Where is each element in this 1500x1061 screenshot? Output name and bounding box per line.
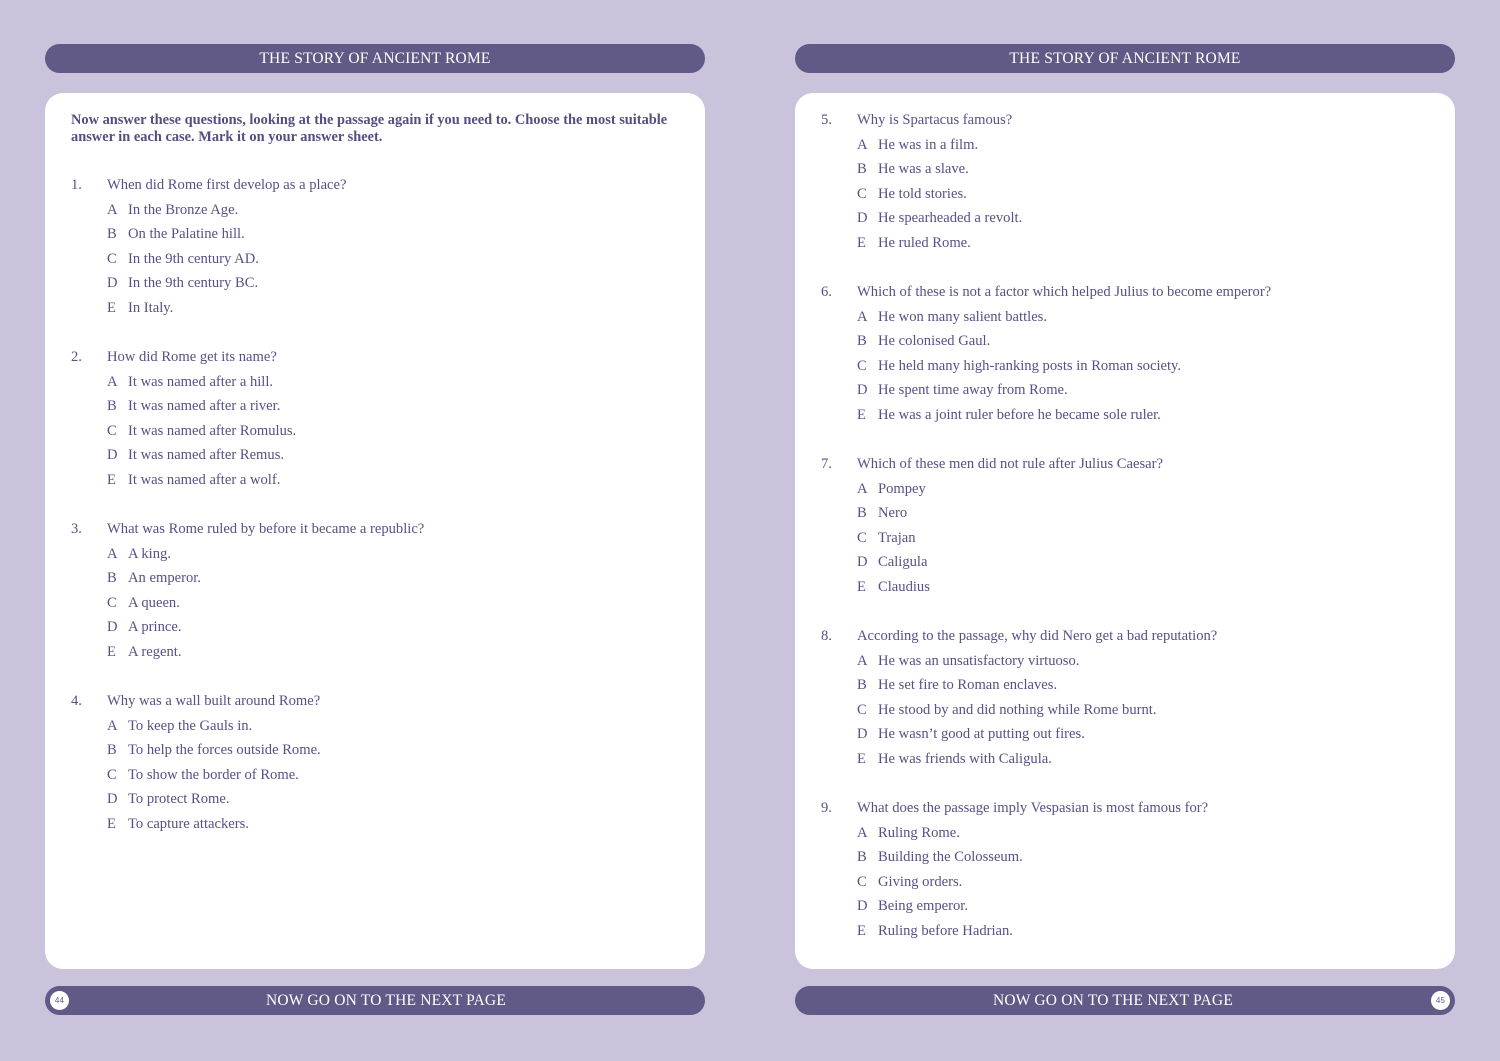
option-letter: D <box>857 210 868 227</box>
option-text: He won many salient battles. <box>878 308 1048 325</box>
option-text: Caligula <box>878 554 928 571</box>
answer-option <box>821 550 1441 575</box>
option-text: A prince. <box>128 619 182 636</box>
question-row <box>821 796 1441 821</box>
question-8 <box>821 624 1441 772</box>
option-letter: B <box>857 505 867 522</box>
answer-option <box>821 722 1441 747</box>
answer-option <box>71 787 691 812</box>
answer-option <box>71 370 691 395</box>
question-1 <box>71 173 691 321</box>
answer-option <box>821 305 1441 330</box>
option-letter: D <box>857 898 868 915</box>
answer-option <box>71 443 691 468</box>
answer-option <box>821 403 1441 428</box>
answer-option <box>821 698 1441 723</box>
option-text: Nero <box>878 505 908 522</box>
option-letter: C <box>107 422 117 439</box>
answer-option <box>821 378 1441 403</box>
option-text: In the 9th century AD. <box>128 250 259 267</box>
answer-option <box>71 271 691 296</box>
option-letter: E <box>107 815 116 832</box>
answer-option <box>71 566 691 591</box>
left-page-header <box>45 44 705 73</box>
option-text: Ruling Rome. <box>878 824 960 841</box>
option-text: A queen. <box>128 594 180 611</box>
option-letter: E <box>857 922 866 939</box>
answer-option <box>821 870 1441 895</box>
option-letter: B <box>857 161 867 178</box>
option-text: He told stories. <box>878 185 967 202</box>
answer-option <box>821 133 1441 158</box>
question-text: Which of these men did not rule after Julius Caesar? <box>857 456 1163 472</box>
option-letter: C <box>857 701 867 718</box>
option-letter: D <box>857 382 868 399</box>
answer-option <box>821 501 1441 526</box>
option-text: It was named after a hill. <box>128 373 274 390</box>
answer-option <box>71 591 691 616</box>
option-letter: B <box>107 742 117 759</box>
option-letter: B <box>857 677 867 694</box>
answer-option <box>71 419 691 444</box>
option-text: Claudius <box>878 578 930 595</box>
option-letter: C <box>857 873 867 890</box>
option-text: A king. <box>128 545 171 562</box>
option-letter: C <box>857 357 867 374</box>
page-number: 44 <box>50 991 69 1010</box>
option-text: Giving orders. <box>878 873 963 890</box>
option-text: He held many high-ranking posts in Roman society. <box>878 357 1182 374</box>
answer-option <box>821 206 1441 231</box>
option-letter: A <box>107 717 118 734</box>
left-page-header-title: THE STORY OF ANCIENT ROME <box>259 49 491 67</box>
option-text: He set fire to Roman enclaves. <box>878 677 1058 694</box>
question-row <box>71 689 691 714</box>
question-text: What was Rome ruled by before it became a republic? <box>107 521 425 537</box>
question-row <box>821 280 1441 305</box>
question-number: 8. <box>821 628 832 644</box>
option-text: To help the forces outside Rome. <box>128 742 321 759</box>
next-page-notice: NOW GO ON TO THE NEXT PAGE <box>265 991 506 1009</box>
question-text: Why was a wall built around Rome? <box>107 693 321 709</box>
option-text: To protect Rome. <box>128 791 230 808</box>
option-letter: D <box>107 275 118 292</box>
option-text: It was named after Romulus. <box>128 422 297 439</box>
next-page-notice: NOW GO ON TO THE NEXT PAGE <box>992 991 1233 1009</box>
option-letter: C <box>857 185 867 202</box>
answer-option <box>71 812 691 837</box>
option-letter: A <box>857 480 868 497</box>
answer-option <box>821 845 1441 870</box>
option-letter: D <box>857 554 868 571</box>
answer-option <box>821 747 1441 772</box>
option-text: To capture attackers. <box>128 815 249 832</box>
option-letter: D <box>107 447 118 464</box>
option-text: It was named after Remus. <box>128 447 285 464</box>
question-text: When did Rome first develop as a place? <box>107 177 347 193</box>
question-2 <box>71 345 691 493</box>
option-letter: B <box>107 398 117 415</box>
question-number: 4. <box>71 693 82 709</box>
answer-option <box>821 673 1441 698</box>
option-letter: B <box>107 226 117 243</box>
answer-option <box>71 615 691 640</box>
option-letter: A <box>107 373 118 390</box>
option-letter: A <box>857 308 868 325</box>
option-letter: D <box>107 791 118 808</box>
question-number: 5. <box>821 112 832 128</box>
option-text: In Italy. <box>128 299 174 316</box>
option-text: On the Palatine hill. <box>128 226 245 243</box>
option-letter: C <box>857 529 867 546</box>
option-letter: E <box>107 299 116 316</box>
answer-option <box>71 468 691 493</box>
right-page-header <box>795 44 1455 73</box>
option-text: An emperor. <box>128 570 201 587</box>
option-text: Being emperor. <box>878 898 968 915</box>
option-letter: D <box>107 619 118 636</box>
question-row <box>71 345 691 370</box>
answer-option <box>71 247 691 272</box>
option-text: In the Bronze Age. <box>128 201 239 218</box>
option-text: He stood by and did nothing while Rome burnt. <box>878 701 1157 718</box>
answer-option <box>71 394 691 419</box>
right-page-footer <box>795 986 1455 1015</box>
question-text: How did Rome get its name? <box>107 349 277 365</box>
option-letter: A <box>857 136 868 153</box>
option-letter: A <box>107 201 118 218</box>
answer-option <box>71 222 691 247</box>
option-text: He spent time away from Rome. <box>878 382 1068 399</box>
question-number: 9. <box>821 800 832 816</box>
option-letter: B <box>857 849 867 866</box>
option-letter: C <box>107 766 117 783</box>
option-text: Trajan <box>878 529 916 546</box>
question-number: 6. <box>821 284 832 300</box>
option-letter: B <box>107 570 117 587</box>
question-row <box>821 108 1441 133</box>
question-3 <box>71 517 691 665</box>
option-text: A regent. <box>128 643 182 660</box>
question-row <box>71 173 691 198</box>
option-text: He colonised Gaul. <box>878 333 991 350</box>
answer-option <box>821 329 1441 354</box>
option-letter: E <box>857 234 866 251</box>
left-page-footer <box>45 986 705 1015</box>
option-text: Building the Colosseum. <box>878 849 1023 866</box>
answer-option <box>821 894 1441 919</box>
option-text: He ruled Rome. <box>878 234 971 251</box>
page-number: 45 <box>1431 991 1450 1010</box>
answer-option <box>71 763 691 788</box>
question-number: 3. <box>71 521 82 537</box>
left-page-panel <box>45 93 705 969</box>
option-letter: C <box>107 594 117 611</box>
option-letter: B <box>857 333 867 350</box>
option-text: He was an unsatisfactory virtuoso. <box>878 652 1080 669</box>
option-text: He wasn’t good at putting out fires. <box>878 726 1085 743</box>
option-letter: A <box>857 652 868 669</box>
answer-option <box>71 296 691 321</box>
answer-option <box>821 821 1441 846</box>
option-text: He spearheaded a revolt. <box>878 210 1023 227</box>
question-text: According to the passage, why did Nero get a bad reputation? <box>857 628 1218 644</box>
answer-option <box>71 198 691 223</box>
answer-option <box>71 542 691 567</box>
question-text: What does the passage imply Vespasian is most famous for? <box>857 800 1209 816</box>
question-5 <box>821 108 1441 256</box>
question-text: Why is Spartacus famous? <box>857 112 1013 128</box>
question-4 <box>71 689 691 837</box>
instructions: Now answer these questions, looking at the passage again if you need to. Choose the most suitable answer in each case. Mark it on your answer sheet. <box>71 112 668 145</box>
answer-option <box>71 714 691 739</box>
answer-option <box>821 182 1441 207</box>
answer-option <box>71 738 691 763</box>
answer-option <box>821 231 1441 256</box>
question-text: Which of these is not a factor which helped Julius to become emperor? <box>857 284 1272 300</box>
option-letter: E <box>107 471 116 488</box>
option-text: It was named after a wolf. <box>128 471 281 488</box>
answer-option <box>821 526 1441 551</box>
question-number: 2. <box>71 349 82 365</box>
question-row <box>821 624 1441 649</box>
right-page-header-title: THE STORY OF ANCIENT ROME <box>1009 49 1241 67</box>
answer-option <box>821 157 1441 182</box>
option-text: Ruling before Hadrian. <box>878 922 1013 939</box>
question-row <box>71 517 691 542</box>
option-text: In the 9th century BC. <box>128 275 259 292</box>
answer-option <box>821 919 1441 944</box>
answer-option <box>821 649 1441 674</box>
option-text: He was in a film. <box>878 136 979 153</box>
answer-option <box>821 354 1441 379</box>
option-letter: E <box>107 643 116 660</box>
option-letter: A <box>857 824 868 841</box>
option-letter: E <box>857 750 866 767</box>
answer-option <box>821 477 1441 502</box>
answer-option <box>71 640 691 665</box>
option-letter: E <box>857 406 866 423</box>
question-number: 1. <box>71 177 82 193</box>
question-7 <box>821 452 1441 600</box>
answer-option <box>821 575 1441 600</box>
option-text: It was named after a river. <box>128 398 281 415</box>
option-letter: D <box>857 726 868 743</box>
option-letter: A <box>107 545 118 562</box>
question-9 <box>821 796 1441 944</box>
option-text: Pompey <box>878 480 926 497</box>
option-text: To show the border of Rome. <box>128 766 299 783</box>
question-row <box>821 452 1441 477</box>
option-text: He was a slave. <box>878 161 969 178</box>
option-text: He was friends with Caligula. <box>878 750 1052 767</box>
question-number: 7. <box>821 456 832 472</box>
option-letter: E <box>857 578 866 595</box>
right-page-panel <box>795 93 1455 969</box>
option-letter: C <box>107 250 117 267</box>
question-6 <box>821 280 1441 428</box>
option-text: To keep the Gauls in. <box>128 717 253 734</box>
option-text: He was a joint ruler before he became sole ruler. <box>878 406 1161 423</box>
